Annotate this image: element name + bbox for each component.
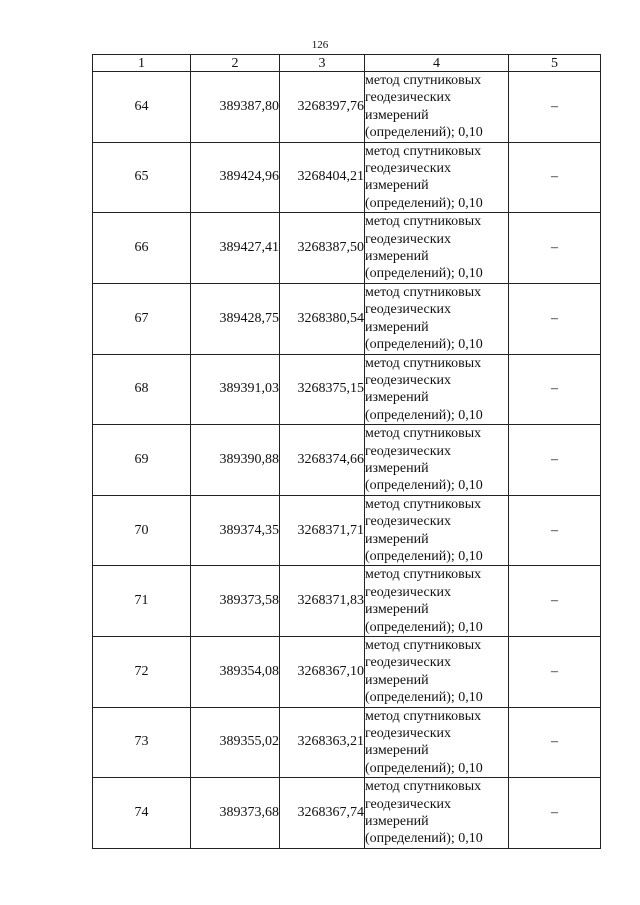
y-coordinate-cell: 3268371,83 xyxy=(280,566,365,637)
table-row xyxy=(93,566,601,637)
y-coordinate-cell: 3268397,76 xyxy=(280,72,365,143)
column-header-3: 3 xyxy=(280,55,365,72)
y-coordinate-cell: 3268371,71 xyxy=(280,495,365,566)
point-number-cell: 71 xyxy=(93,566,191,637)
x-coordinate-cell: 389424,96 xyxy=(191,142,280,213)
point-number-cell: 65 xyxy=(93,142,191,213)
x-coordinate-cell: 389373,68 xyxy=(191,778,280,849)
column-5-cell: – xyxy=(509,707,601,778)
page-number: 126 xyxy=(311,39,329,51)
point-number-cell: 68 xyxy=(93,354,191,425)
x-coordinate-cell: 389390,88 xyxy=(191,425,280,496)
x-coordinate-cell: 389355,02 xyxy=(191,707,280,778)
table-row xyxy=(93,495,601,566)
method-cell: метод спутниковых геодезических измерений (определений); 0,10 xyxy=(365,495,509,566)
x-coordinate-cell: 389427,41 xyxy=(191,213,280,284)
x-coordinate-cell: 389391,03 xyxy=(191,354,280,425)
method-cell: метод спутниковых геодезических измерений (определений); 0,10 xyxy=(365,637,509,708)
column-5-cell: – xyxy=(509,637,601,708)
column-header-2: 2 xyxy=(191,55,280,72)
method-cell: метод спутниковых геодезических измерений (определений); 0,10 xyxy=(365,707,509,778)
point-number-cell: 74 xyxy=(93,778,191,849)
column-5-cell: – xyxy=(509,283,601,354)
table-body xyxy=(93,72,601,849)
column-5-cell: – xyxy=(509,354,601,425)
column-5-cell: – xyxy=(509,495,601,566)
method-cell: метод спутниковых геодезических измерений (определений); 0,10 xyxy=(365,354,509,425)
y-coordinate-cell: 3268363,21 xyxy=(280,707,365,778)
table-row xyxy=(93,425,601,496)
column-5-cell: – xyxy=(509,566,601,637)
point-number-cell: 66 xyxy=(93,213,191,284)
method-cell: метод спутниковых геодезических измерений (определений); 0,10 xyxy=(365,283,509,354)
x-coordinate-cell: 389428,75 xyxy=(191,283,280,354)
table-row xyxy=(93,707,601,778)
y-coordinate-cell: 3268387,50 xyxy=(280,213,365,284)
y-coordinate-cell: 3268380,54 xyxy=(280,283,365,354)
table-row xyxy=(93,778,601,849)
point-number-cell: 73 xyxy=(93,707,191,778)
point-number-cell: 70 xyxy=(93,495,191,566)
method-cell: метод спутниковых геодезических измерений (определений); 0,10 xyxy=(365,425,509,496)
column-5-cell: – xyxy=(509,142,601,213)
y-coordinate-cell: 3268375,15 xyxy=(280,354,365,425)
column-5-cell: – xyxy=(509,213,601,284)
column-header-4: 4 xyxy=(365,55,509,72)
point-number-cell: 69 xyxy=(93,425,191,496)
point-number-cell: 72 xyxy=(93,637,191,708)
x-coordinate-cell: 389387,80 xyxy=(191,72,280,143)
point-number-cell: 67 xyxy=(93,283,191,354)
y-coordinate-cell: 3268367,74 xyxy=(280,778,365,849)
column-5-cell: – xyxy=(509,425,601,496)
table-header-row xyxy=(93,55,601,72)
table-row xyxy=(93,213,601,284)
method-cell: метод спутниковых геодезических измерений (определений); 0,10 xyxy=(365,778,509,849)
table-row xyxy=(93,142,601,213)
coordinates-table xyxy=(92,54,601,849)
x-coordinate-cell: 389354,08 xyxy=(191,637,280,708)
method-cell: метод спутниковых геодезических измерений (определений); 0,10 xyxy=(365,566,509,637)
x-coordinate-cell: 389374,35 xyxy=(191,495,280,566)
point-number-cell: 64 xyxy=(93,72,191,143)
y-coordinate-cell: 3268367,10 xyxy=(280,637,365,708)
method-cell: метод спутниковых геодезических измерений (определений); 0,10 xyxy=(365,142,509,213)
y-coordinate-cell: 3268404,21 xyxy=(280,142,365,213)
x-coordinate-cell: 389373,58 xyxy=(191,566,280,637)
table-row xyxy=(93,637,601,708)
y-coordinate-cell: 3268374,66 xyxy=(280,425,365,496)
column-header-1: 1 xyxy=(93,55,191,72)
column-5-cell: – xyxy=(509,72,601,143)
table-row xyxy=(93,283,601,354)
column-header-5: 5 xyxy=(509,55,601,72)
method-cell: метод спутниковых геодезических измерений (определений); 0,10 xyxy=(365,213,509,284)
table-row xyxy=(93,72,601,143)
table-row xyxy=(93,354,601,425)
method-cell: метод спутниковых геодезических измерений (определений); 0,10 xyxy=(365,72,509,143)
column-5-cell: – xyxy=(509,778,601,849)
